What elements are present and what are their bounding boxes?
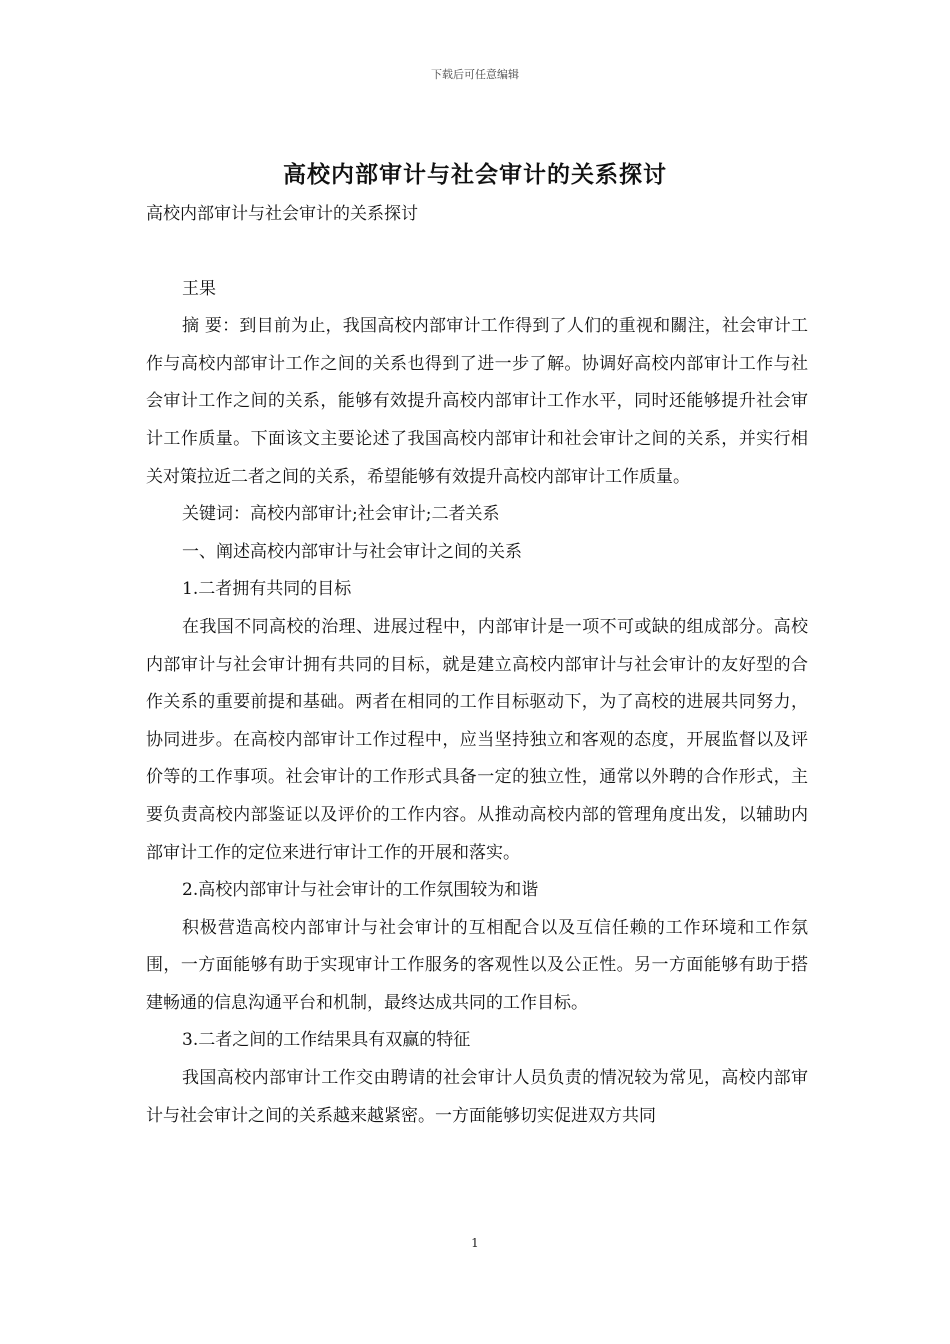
subsection-heading: 2.高校内部审计与社会审计的工作氛围较为和谐 [182, 880, 539, 901]
document-body [146, 196, 808, 1135]
subsection-heading: 3.二者之间的工作结果具有双赢的特征 [182, 1030, 471, 1051]
keywords-line: 关键词：高校内部审计;社会审计;二者关系 [182, 504, 500, 525]
spacer [146, 234, 808, 271]
body-paragraph: 在我国不同高校的治理、进展过程中，内部审计是一项不可或缺的组成部分。高校内部审计与社会审计拥有共同的目标，就是建立高校内部审计与社会审计的友好型的合作关系的重要前提和基础。两者在相同的工作目标驱动下，为了高校的进展共同努力，协同进步。在高校内部审计工作过程中，应当坚持独立和客观的态度，开展监督以及评价等的工作事项。社会审计的工作形式具备一定的独立性，通常以外聘的合作形式，主要负责高校内部鉴证以及评价的工作内容。从推动高校内部的管理角度出发，以辅助内部审计工作的定位来进行审计工作的开展和落实。 [146, 616, 808, 863]
document-title: 高校内部审计与社会审计的关系探讨 [283, 161, 667, 188]
page-number: 1 [471, 1236, 479, 1250]
abstract-paragraph: 摘 要：到目前为止，我国高校内部审计工作得到了人们的重视和關注，社会审计工作与高校内部审计工作之间的关系也得到了进一步了解。协调好高校内部审计工作与社会审计工作之间的关系，能够有效提升高校内部审计工作水平，同时还能够提升社会审计工作质量。下面该文主要论述了我国高校内部审计和社会审计之间的关系，并实行相关对策拉近二者之间的关系，希望能够有效提升高校内部审计工作质量。 [146, 316, 808, 487]
section-heading: 一、阐述高校内部审计与社会审计之间的关系 [182, 541, 522, 562]
body-paragraph: 积极营造高校内部审计与社会审计的互相配合以及互信任赖的工作环境和工作氛围，一方面能够有助于实现审计工作服务的客观性以及公正性。另一方面能够有助于搭建畅通的信息沟通平台和机制，最终达成共同的工作目标。 [146, 917, 808, 1013]
header-note: 下载后可任意编辑 [431, 68, 519, 81]
body-paragraph: 我国高校内部审计工作交由聘请的社会审计人员负责的情况较为常见，高校内部审计与社会审计之间的关系越来越紧密。一方面能够切实促进双方共同 [146, 1068, 808, 1126]
subsection-heading: 1.二者拥有共同的目标 [182, 579, 352, 600]
document-subtitle: 高校内部审计与社会审计的关系探讨 [146, 204, 418, 224]
author-name: 王果 [182, 278, 216, 299]
